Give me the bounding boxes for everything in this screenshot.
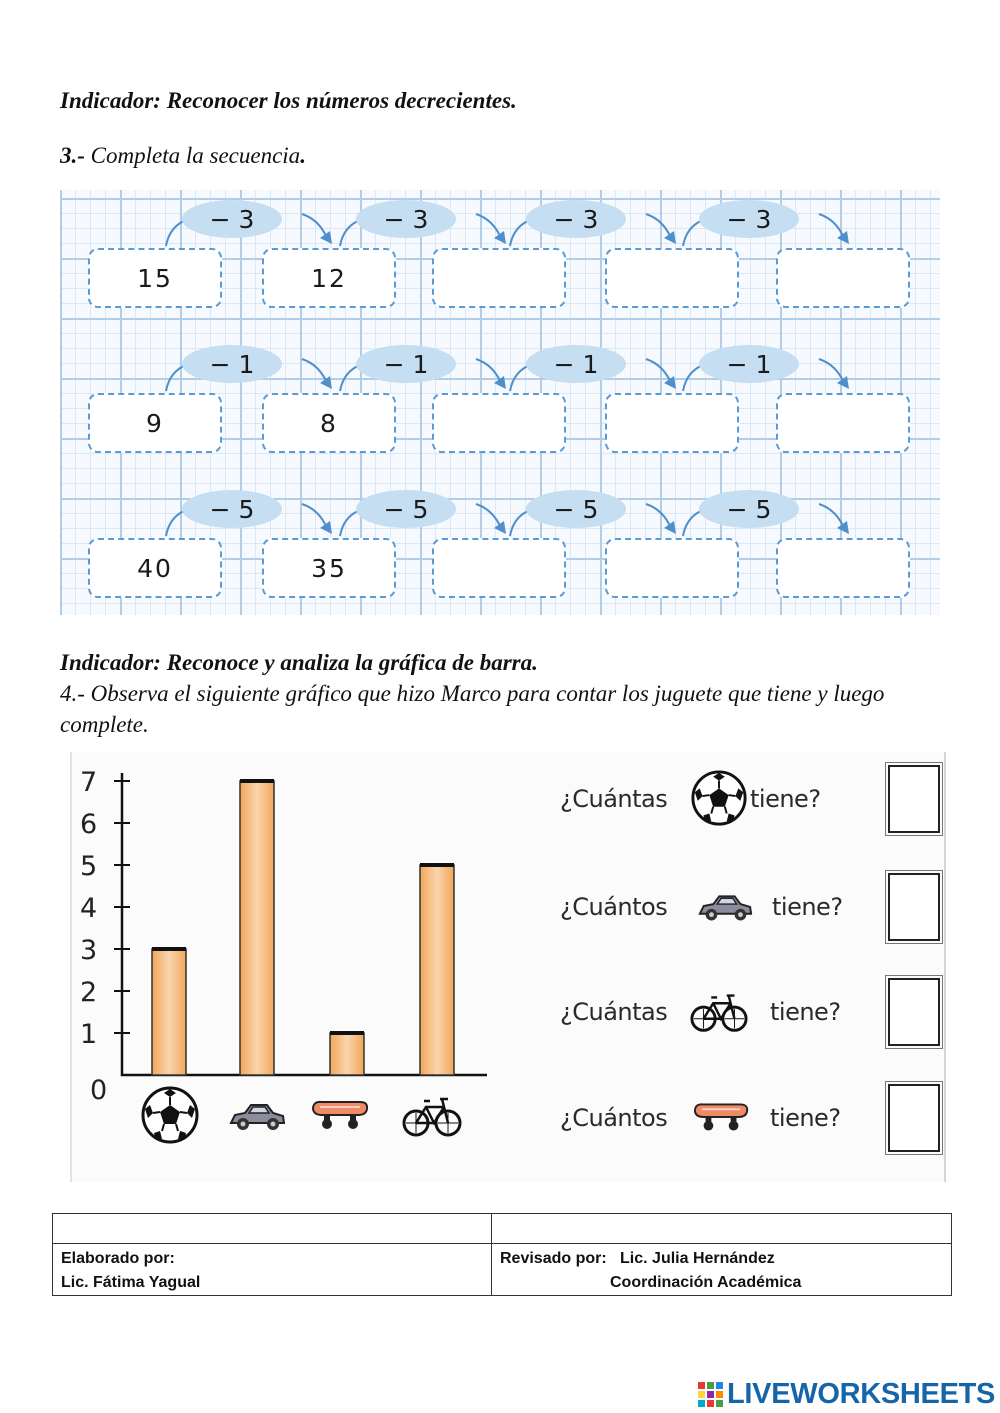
answer-box[interactable] — [888, 1084, 940, 1152]
sequence-number-box: 8 — [262, 393, 396, 453]
y-tick-label: 3 — [80, 935, 98, 966]
sequence-number-box: 12 — [262, 248, 396, 308]
bar-bicycle — [420, 865, 454, 1075]
skateboard-icon — [313, 1102, 367, 1129]
bar-toy-car — [240, 781, 274, 1075]
sequence-answer-box[interactable] — [776, 538, 910, 598]
sequence-answer-box[interactable] — [432, 393, 566, 453]
footer-revisado-cell — [492, 1244, 952, 1296]
arrow-head — [494, 231, 506, 244]
sequence-answer-box[interactable] — [605, 393, 739, 453]
question-suffix: tiene? — [770, 1104, 841, 1132]
y-tick-label: 4 — [80, 893, 98, 924]
operation-pill: − 3 — [699, 200, 799, 238]
question-prefix: ¿Cuántas — [560, 785, 668, 813]
sequence-answer-box[interactable] — [432, 538, 566, 598]
bicycle-icon — [690, 982, 748, 1040]
arrow-head — [837, 376, 849, 389]
operation-pill: − 3 — [526, 200, 626, 238]
arrow-head — [320, 231, 332, 244]
sequence-number-box: 15 — [88, 248, 222, 308]
operation-pill: − 5 — [182, 490, 282, 528]
question-prefix: ¿Cuántos — [560, 893, 668, 921]
arrow-head — [494, 521, 506, 534]
sequence-number-box: 9 — [88, 393, 222, 453]
operation-pill: − 3 — [182, 200, 282, 238]
toy-car-icon — [696, 877, 754, 935]
liveworksheets-text: LIVEWORKSHEETS — [727, 1378, 996, 1410]
instruction-chart-text: .- Observa el siguiente gráfico que hizo Marco para contar los juguete que tiene y luego complete. — [60, 681, 885, 737]
y-tick-label: 7 — [80, 767, 98, 798]
answer-box[interactable] — [888, 765, 940, 833]
instruction-chart — [60, 678, 950, 740]
operation-pill: − 1 — [356, 345, 456, 383]
footer-empty-cell-left — [53, 1214, 492, 1244]
indicator-heading-bar-chart: Indicador: Reconoce y analiza la gráfica de barra. — [60, 650, 538, 675]
question-prefix: ¿Cuántos — [560, 1104, 668, 1132]
elaborado-name: Lic. Fátima Yagual — [61, 1274, 201, 1291]
indicator-heading-decreasing: Indicador: Reconocer los números decrecientes. — [60, 88, 517, 113]
sequence-answer-box[interactable] — [605, 538, 739, 598]
y-tick-label: 1 — [80, 1019, 98, 1050]
question-suffix: tiene? — [750, 785, 821, 813]
y-tick-label: 0 — [90, 1075, 108, 1106]
y-tick-label: 2 — [80, 977, 98, 1008]
arrow-head — [494, 376, 506, 389]
elaborado-label: Elaborado por: — [61, 1250, 175, 1267]
operation-pill: − 3 — [356, 200, 456, 238]
question-suffix: tiene? — [770, 998, 841, 1026]
question-prefix: ¿Cuántas — [560, 998, 668, 1026]
soccer-ball-icon — [690, 769, 748, 827]
operation-pill: − 1 — [699, 345, 799, 383]
sequence-number-box: 40 — [88, 538, 222, 598]
footer-empty-cell-right — [492, 1214, 952, 1244]
sequence-answer-box[interactable] — [432, 248, 566, 308]
revisado-label: Revisado por: — [500, 1250, 607, 1267]
sequence-answer-box[interactable] — [776, 248, 910, 308]
revisado-role: Coordinación Académica — [610, 1274, 802, 1291]
exercise-number-3: 3.- — [60, 143, 85, 168]
arrow-head — [664, 231, 676, 244]
toy-car-icon — [231, 1105, 284, 1130]
sequence-grid — [60, 190, 940, 615]
skateboard-icon — [692, 1088, 750, 1146]
revisado-name: Lic. Julia Hernández — [620, 1250, 775, 1267]
question-suffix: tiene? — [772, 893, 843, 921]
arrow-head — [837, 231, 849, 244]
answer-box[interactable] — [888, 978, 940, 1046]
arrow-head — [320, 376, 332, 389]
answer-box[interactable] — [888, 873, 940, 941]
instruction-period: . — [300, 143, 306, 168]
liveworksheets-brand — [697, 1378, 995, 1411]
bar-soccer-ball — [152, 949, 186, 1075]
arrow-head — [320, 521, 332, 534]
footer-table — [52, 1213, 952, 1296]
liveworksheets-logo-icon — [697, 1380, 725, 1410]
y-tick-label: 6 — [80, 809, 98, 840]
arrow-head — [837, 521, 849, 534]
operation-pill: − 5 — [699, 490, 799, 528]
footer-elaborado-cell — [53, 1244, 492, 1296]
sequence-answer-box[interactable] — [605, 248, 739, 308]
sequence-answer-box[interactable] — [776, 393, 910, 453]
sequence-number-box: 35 — [262, 538, 396, 598]
operation-pill: − 1 — [182, 345, 282, 383]
bicycle-icon — [404, 1099, 460, 1135]
instruction-sequence — [60, 140, 950, 171]
y-tick-label: 5 — [80, 851, 98, 882]
exercise-number-4: 4 — [60, 681, 72, 706]
bar-skateboard — [330, 1033, 364, 1075]
soccer-ball-icon — [143, 1088, 197, 1142]
instruction-text: Completa la secuencia — [90, 143, 301, 168]
arrow-head — [664, 376, 676, 389]
operation-pill: − 5 — [526, 490, 626, 528]
operation-pill: − 1 — [526, 345, 626, 383]
operation-pill: − 5 — [356, 490, 456, 528]
arrow-head — [664, 521, 676, 534]
